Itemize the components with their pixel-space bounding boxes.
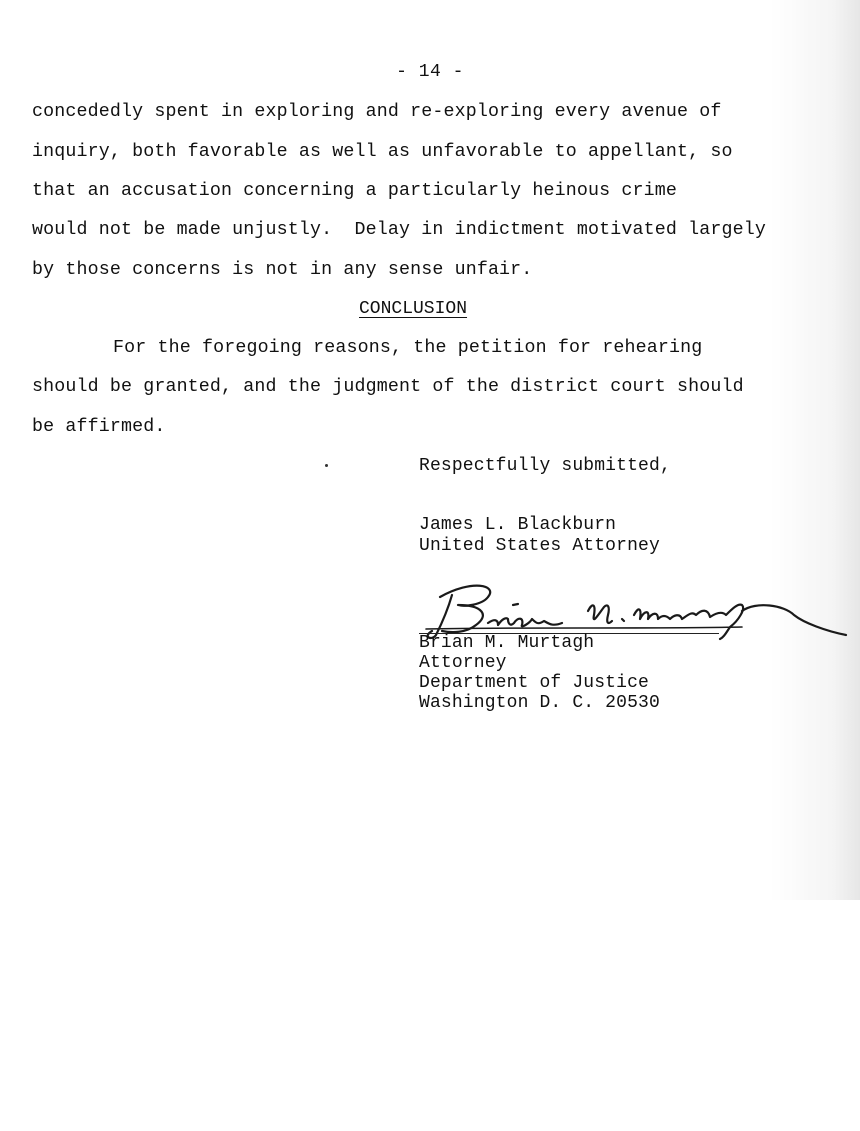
attorney-name: James L. Blackburn bbox=[419, 515, 617, 535]
department: Department of Justice bbox=[419, 673, 649, 693]
body-line: concededly spent in exploring and re-exploring every avenue of bbox=[32, 102, 722, 122]
closing-text: Respectfully submitted, bbox=[419, 456, 671, 476]
address: Washington D. C. 20530 bbox=[419, 693, 660, 713]
signer-name: Brian M. Murtagh bbox=[419, 633, 595, 653]
stray-mark bbox=[325, 464, 328, 467]
body-line: would not be made unjustly. Delay in indictment motivated largely bbox=[32, 220, 766, 240]
scan-shadow bbox=[770, 0, 860, 900]
body-line: by those concerns is not in any sense unfair. bbox=[32, 260, 533, 280]
signer-title: Attorney bbox=[419, 653, 507, 673]
body-line: For the foregoing reasons, the petition for rehearing bbox=[113, 338, 703, 358]
body-line: should be granted, and the judgment of the district court should bbox=[32, 377, 744, 397]
body-line: be affirmed. bbox=[32, 417, 166, 437]
page-number: - 14 - bbox=[396, 62, 464, 82]
body-line: inquiry, both favorable as well as unfavorable to appellant, so bbox=[32, 142, 733, 162]
section-heading: CONCLUSION bbox=[359, 299, 468, 319]
attorney-title: United States Attorney bbox=[419, 536, 660, 556]
body-line: that an accusation concerning a particularly heinous crime bbox=[32, 181, 677, 201]
